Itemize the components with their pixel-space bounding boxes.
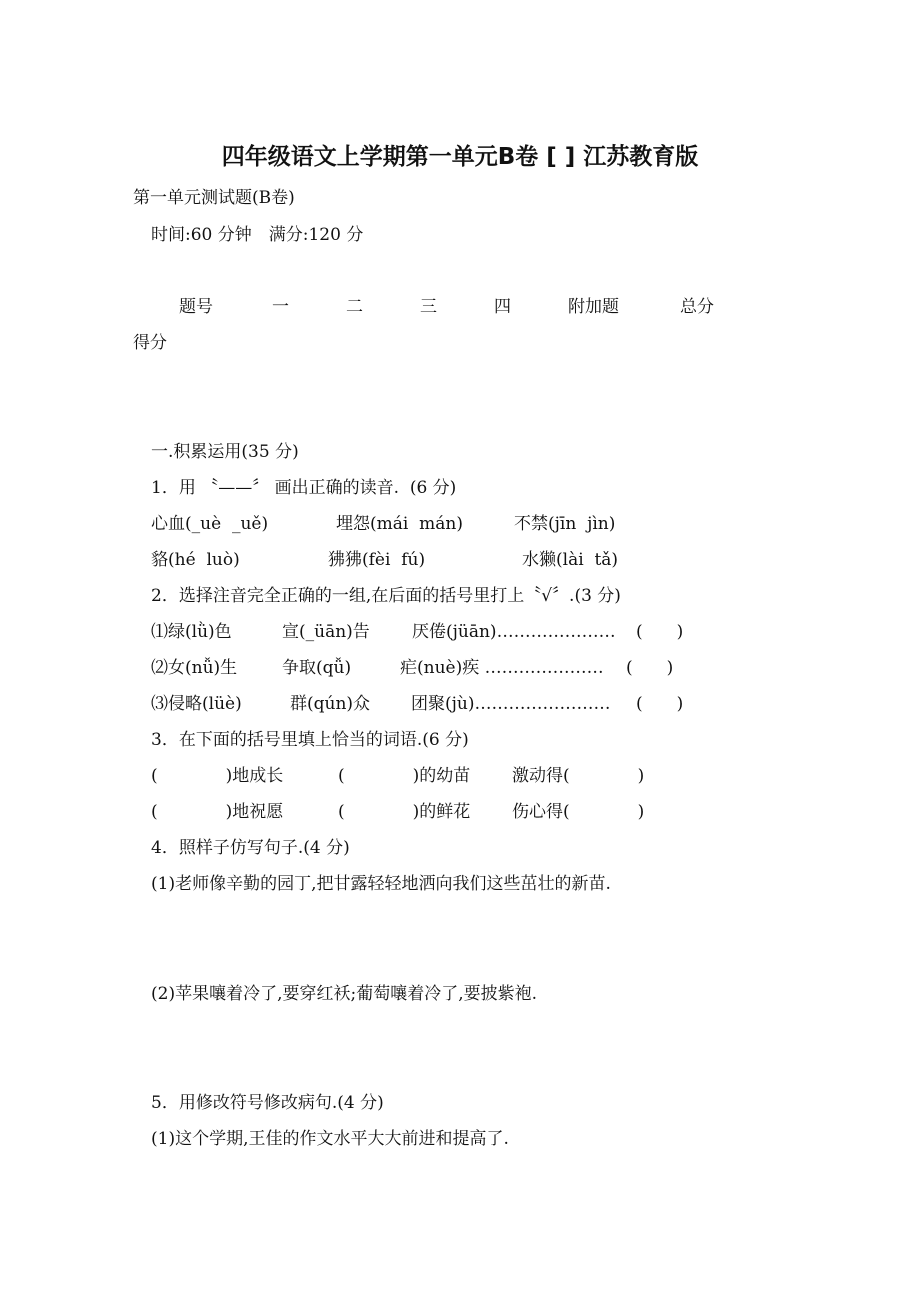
question-prompt: 2．选择注音完全正确的一组,在后面的括号里打上〝√〞.(3 分) — [151, 586, 621, 606]
option-word: ⑶侵略(lüè) — [151, 694, 242, 714]
fill-blank-phrase[interactable]: ( )的幼苗 — [338, 766, 471, 786]
time-info: 时间:60 分钟 满分:120 分 — [151, 225, 364, 245]
score-table-header: 总分 — [680, 297, 714, 317]
pinyin-item: 水獭(lài tǎ) — [522, 550, 619, 570]
fill-blank-phrase[interactable]: 激动得( ) — [512, 766, 645, 786]
score-table-header: 附加题 — [568, 297, 619, 317]
score-table-header: 三 — [420, 297, 437, 317]
option-word: 宣(_üān)告 — [282, 622, 370, 642]
pinyin-item: 不禁(jīn jìn) — [514, 514, 616, 534]
fill-blank-phrase[interactable]: ( )的鲜花 — [338, 802, 471, 822]
fill-blank-phrase[interactable]: ( )地成长 — [151, 766, 284, 786]
option-word: ⑴绿(lǜ)色 — [151, 622, 232, 642]
page-title: 四年级语文上学期第一单元B卷 [ ] 江苏教育版 — [221, 144, 699, 170]
option-word: 团聚(jù)…………………… — [411, 694, 611, 714]
score-table-header: 一 — [272, 297, 289, 317]
question-prompt: 1．用 〝——〞 画出正确的读音. (6 分) — [151, 478, 457, 498]
faulty-sentence: (1)这个学期,王佳的作文水平大大前进和提高了. — [151, 1129, 509, 1149]
example-sentence: (2)苹果嚷着冷了,要穿红袄;葡萄嚷着冷了,要披紫袍. — [151, 984, 538, 1004]
option-word: 疟(nuè)疾 ………………… — [400, 658, 604, 678]
score-table-header: 题号 — [179, 297, 213, 317]
pinyin-item: 埋怨(mái mán) — [336, 514, 463, 534]
pinyin-item: 狒狒(fèi fú) — [328, 550, 426, 570]
option-word: 争取(qǚ) — [282, 658, 352, 678]
fill-blank-phrase[interactable]: 伤心得( ) — [512, 802, 645, 822]
question-prompt: 5．用修改符号修改病句.(4 分) — [151, 1093, 384, 1113]
example-sentence: (1)老师像辛勤的园丁,把甘露轻轻地洒向我们这些茁壮的新苗. — [151, 874, 611, 894]
score-table-header: 二 — [346, 297, 363, 317]
answer-blank[interactable]: ( ) — [626, 658, 674, 678]
score-row-label: 得分 — [133, 333, 167, 353]
answer-blank[interactable]: ( ) — [636, 694, 684, 714]
option-word: 厌倦(jüān)………………… — [412, 622, 616, 642]
score-table-header: 四 — [494, 297, 511, 317]
question-prompt: 3．在下面的括号里填上恰当的词语.(6 分) — [151, 730, 469, 750]
section-heading: 一.积累运用(35 分) — [151, 442, 299, 462]
question-prompt: 4．照样子仿写句子.(4 分) — [151, 838, 350, 858]
option-word: ⑵女(nǚ)生 — [151, 658, 238, 678]
pinyin-item: 貉(hé luò) — [151, 550, 240, 570]
fill-blank-phrase[interactable]: ( )地祝愿 — [151, 802, 284, 822]
option-word: 群(qún)众 — [290, 694, 371, 714]
answer-blank[interactable]: ( ) — [636, 622, 684, 642]
subtitle: 第一单元测试题(B卷) — [133, 188, 295, 208]
pinyin-item: 心血(_uè _uě) — [151, 514, 269, 534]
